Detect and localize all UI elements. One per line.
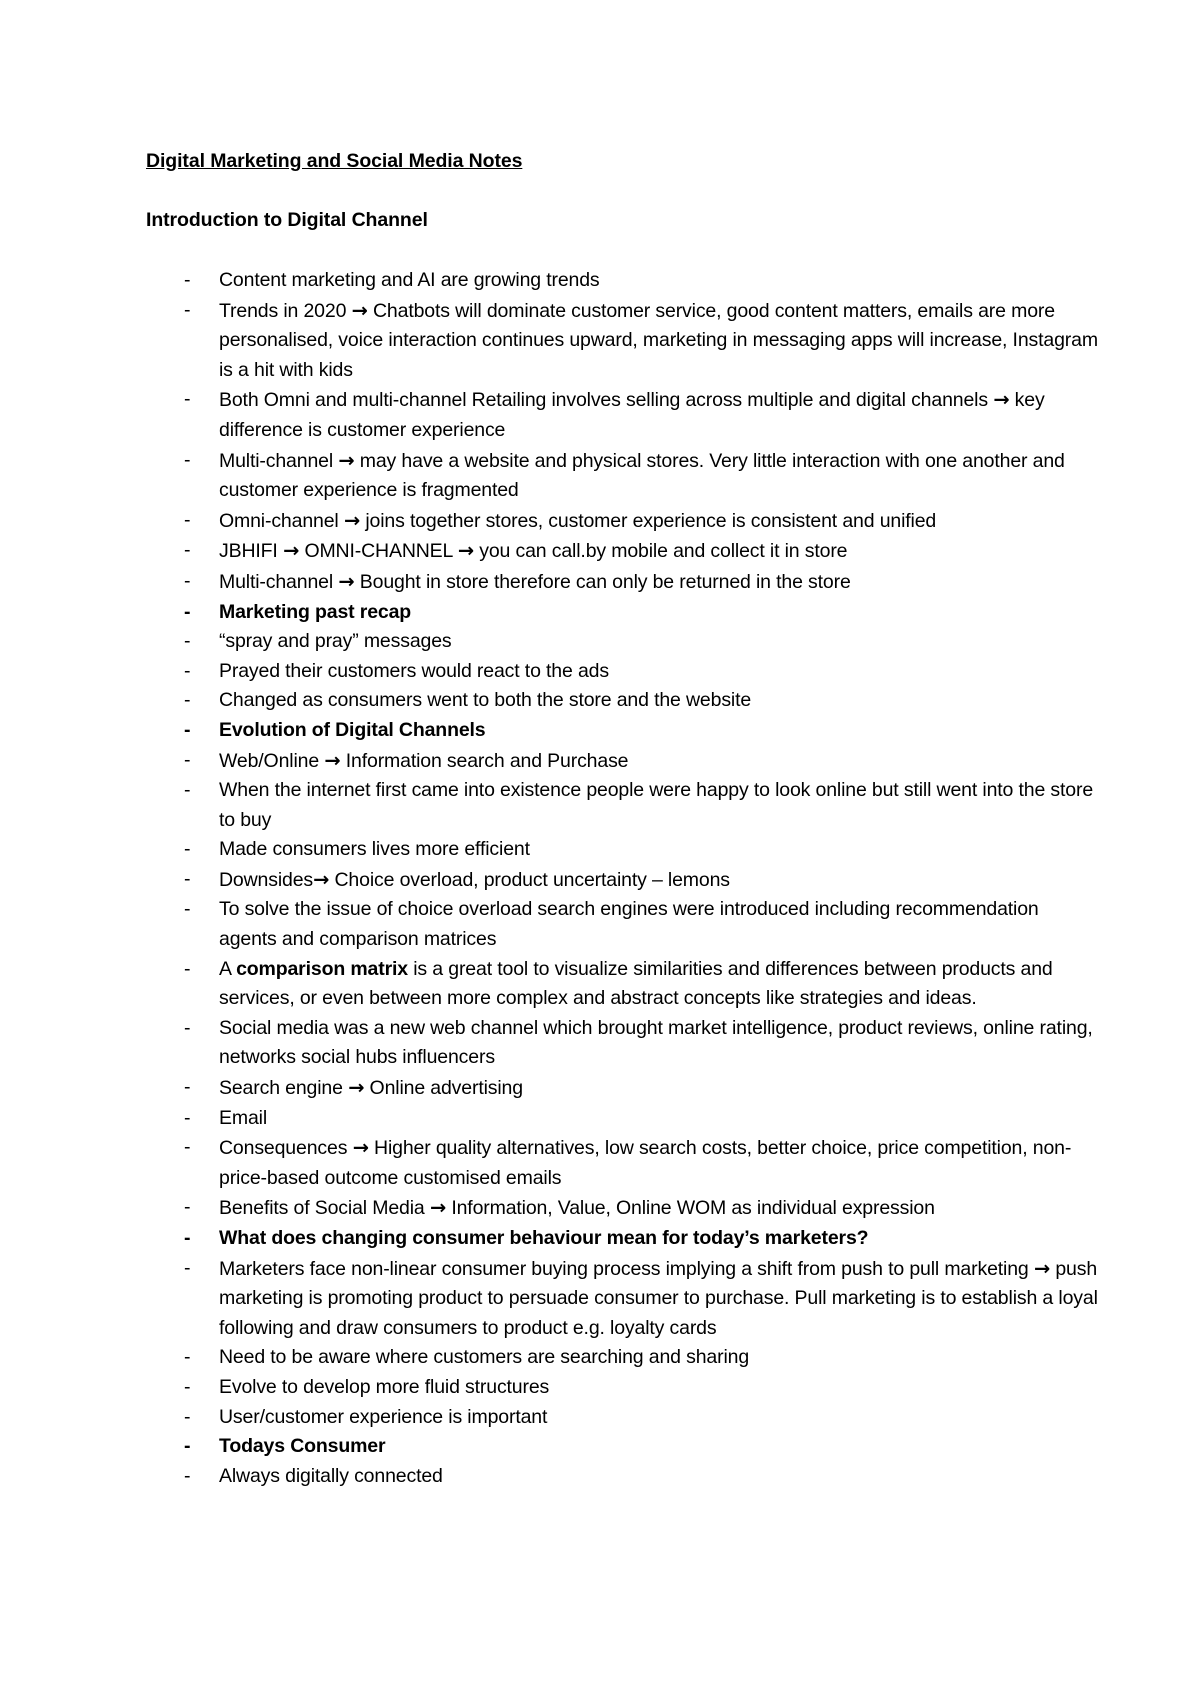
bullet-dash: - (184, 748, 191, 771)
list-item-text: Web/Online (219, 749, 325, 772)
list-item (146, 865, 1100, 896)
list-item (146, 1343, 1100, 1373)
list-item-text: Omni-channel (219, 509, 344, 532)
bullet-dash: - (184, 298, 191, 321)
list-item-text: A (219, 957, 237, 980)
list-item (146, 686, 1100, 716)
list-item-text: Need to be aware where customers are searching and sharing (219, 1346, 750, 1369)
list-item-text: Chatbots will dominate customer service, good content matters, emails are more personalised, voice interaction continues upward, marketing in messaging apps will increase, Instagram is a hit with kids (219, 299, 1098, 381)
list-item (146, 1193, 1100, 1224)
bullet-dash: - (184, 1136, 191, 1159)
list-item-text: Information, Value, Online WOM as individual expression (446, 1197, 935, 1220)
arrow-right-icon: → (993, 388, 1010, 412)
list-item-text: To solve the issue of choice overload search engines were introduced including recommendation agents and comparison matrices (219, 898, 1039, 951)
bullet-dash: - (184, 867, 191, 890)
list-item (146, 506, 1100, 537)
list-item (146, 627, 1100, 657)
bullet-dash: - (184, 388, 191, 411)
list-item-text: “spray and pray” messages (219, 630, 452, 653)
bullet-dash: - (184, 1227, 191, 1249)
list-item-text: JBHIFI (219, 540, 283, 563)
bullet-dash: - (184, 1016, 191, 1039)
arrow-right-icon: → (282, 539, 300, 563)
list-item-text: Todays Consumer (219, 1435, 386, 1458)
list-item (146, 1073, 1100, 1104)
document-title: Digital Marketing and Social Media Notes (146, 150, 523, 172)
list-item-text: Search engine (219, 1077, 349, 1100)
bold-term: comparison matrix (236, 957, 408, 980)
bullet-dash: - (184, 1346, 191, 1369)
list-item-text: Online advertising (364, 1077, 523, 1100)
arrow-right-icon: → (338, 569, 355, 593)
bullet-dash: - (184, 1256, 191, 1279)
list-item-text: Content marketing and AI are growing trends (219, 269, 600, 291)
list-item (146, 895, 1100, 954)
list-item (146, 446, 1100, 506)
arrow-right-icon: → (343, 508, 361, 532)
list-item-text: OMNI-CHANNEL (299, 540, 458, 563)
list-item (146, 1104, 1100, 1134)
arrow-right-icon: → (338, 448, 355, 472)
list-item-text: Information search and Purchase (340, 749, 629, 772)
bullet-dash: - (184, 689, 191, 712)
bullet-dash: - (184, 659, 191, 682)
list-item-text: Choice overload, product uncertainty – lemons (329, 868, 730, 891)
list-item (146, 1373, 1100, 1403)
list-item-text: Higher quality alternatives, low search costs, better choice, price competition, non-price-based outcome customised emails (219, 1137, 1072, 1189)
bullet-dash: - (184, 779, 191, 802)
bullet-dash: - (184, 630, 191, 653)
list-item (146, 1133, 1100, 1193)
list-item-text: User/customer experience is important (219, 1405, 548, 1428)
list-item (146, 1224, 1100, 1254)
arrow-right-icon: → (352, 1136, 369, 1160)
list-item-text: Multi-channel (219, 449, 339, 472)
bullet-dash: - (184, 898, 191, 921)
list-item-text: What does changing consumer behaviour mean for today’s marketers? (219, 1227, 869, 1249)
bullet-dash: - (184, 1196, 191, 1219)
list-item-text: Trends in 2020 (219, 299, 352, 322)
arrow-right-icon: → (351, 298, 368, 322)
arrow-right-icon: → (457, 539, 474, 563)
list-item (146, 776, 1100, 835)
list-item (146, 746, 1100, 777)
bullet-dash: - (184, 508, 191, 531)
arrow-right-icon: → (348, 1076, 365, 1100)
list-item-text: push marketing is promoting product to persuade consumer to purchase. Pull marketing is to establish a loyal following and draw consumers to product e.g. loyalty cards (219, 1257, 1098, 1339)
list-item-text: Both Omni and multi-channel Retailing involves selling across multiple and digital channels (219, 389, 994, 412)
list-item-text: you can call.by mobile and collect it in store (473, 540, 848, 563)
list-item-text: Made consumers lives more efficient (219, 838, 530, 861)
bullet-dash: - (184, 1405, 191, 1428)
list-item (146, 296, 1100, 386)
arrow-right-icon: → (324, 748, 341, 772)
list-item-text: Email (219, 1106, 268, 1129)
bullet-dash: - (184, 1464, 191, 1487)
bullet-list (146, 266, 1100, 1491)
list-item-text: may have a website and physical stores. Very little interaction with one another and customer experience is fragmented (219, 449, 1065, 502)
list-item (146, 567, 1100, 598)
list-item (146, 385, 1100, 445)
list-item-text: Always digitally connected (219, 1464, 443, 1487)
list-item (146, 1014, 1100, 1073)
list-item-text: key difference is customer experience (219, 389, 1045, 441)
list-item (146, 266, 1100, 296)
bullet-dash: - (184, 1106, 191, 1129)
list-item-text: Consequences (219, 1137, 353, 1160)
list-item-text: Benefits of Social Media (219, 1197, 430, 1220)
list-item-text: Evolution of Digital Channels (219, 718, 486, 741)
bullet-dash: - (184, 600, 191, 623)
list-item-text: Bought in store therefore can only be returned in the store (354, 570, 851, 593)
list-item (146, 955, 1100, 1014)
bullet-dash: - (184, 1076, 191, 1099)
list-item (146, 598, 1100, 628)
list-item-text: Changed as consumers went to both the store and the website (219, 689, 752, 712)
arrow-right-icon: → (313, 867, 330, 891)
list-item (146, 1462, 1100, 1492)
section-title: Introduction to Digital Channel (146, 209, 428, 231)
list-item (146, 716, 1100, 746)
list-item-text: When the internet first came into existence people were happy to look online but still went into the store to buy (219, 779, 1094, 831)
list-item-text: Marketing past recap (219, 600, 412, 623)
list-item-text: Marketers face non-linear consumer buying process implying a shift from push to pull marketing (219, 1257, 1034, 1280)
list-item-text: Evolve to develop more fluid structures (219, 1375, 550, 1398)
list-item (146, 536, 1100, 567)
list-item-text: Social media was a new web channel which brought market intelligence, product reviews, online rating, networks social hubs influencers (219, 1016, 1093, 1069)
list-item-text: is a great tool to visualize similarities and differences between products and services, or even between more complex and abstract concepts like strategies and ideas. (219, 957, 1053, 1010)
bullet-dash: - (184, 1375, 191, 1398)
list-item (146, 657, 1100, 687)
list-item (146, 835, 1100, 865)
bullet-dash: - (184, 957, 191, 980)
bullet-dash: - (184, 838, 191, 861)
list-item-text: joins together stores, customer experience is consistent and unified (360, 509, 937, 532)
list-item (146, 1403, 1100, 1433)
bullet-dash: - (184, 539, 191, 562)
bullet-dash: - (184, 569, 191, 592)
list-item-text: Prayed their customers would react to the ads (219, 659, 609, 682)
bullet-dash: - (184, 448, 191, 471)
list-item-text: Downsides (219, 868, 314, 891)
list-item-text: Multi-channel (219, 570, 339, 593)
arrow-right-icon: → (1033, 1256, 1051, 1280)
arrow-right-icon: → (429, 1196, 447, 1220)
bullet-dash: - (184, 1435, 191, 1458)
bullet-dash: - (184, 269, 191, 291)
list-item (146, 1432, 1100, 1462)
list-item (146, 1254, 1100, 1344)
bullet-dash: - (184, 718, 191, 741)
